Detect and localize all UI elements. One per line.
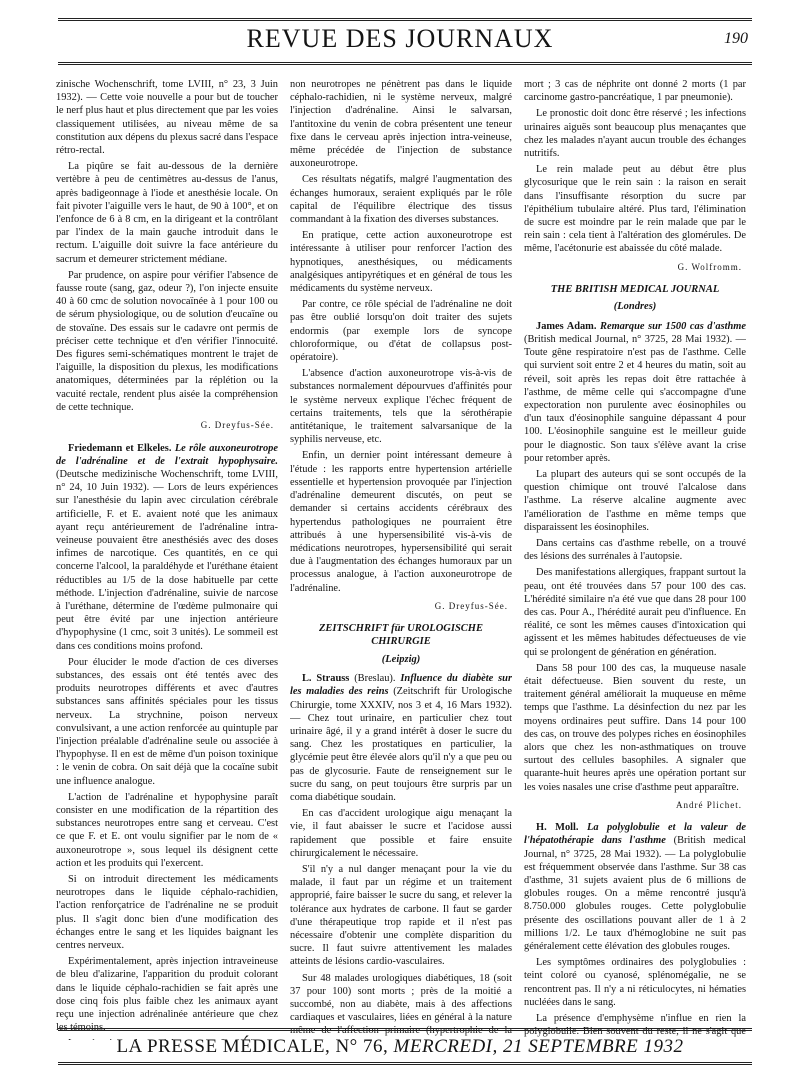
- paragraph: Par contre, ce rôle spécial de l'adrénaline ne doit pas être oublié lorsqu'on doit traiter des sujets endormis (par exemple lors de syncope chloroformique, ou d'état de collapsus post-opératoire).: [290, 299, 512, 364]
- article-abstract: [524, 821, 746, 953]
- paragraph: Si on introduit directement les médicaments neurotropes dans le liquide céphalo-rachidien, l'action renforçatrice de l'adrénaline ne se produit plus. Il s'agit donc bien d'une modification des échanges entre le sang et les liquides baignant les centres nerveux.: [56, 874, 278, 952]
- paragraph: Dans 58 pour 100 des cas, la muqueuse nasale était défectueuse. Bien souvent du reste, un traitement général améliorait la muqueuse en même temps que l'asthme. La désinfection du nez par les moyens ordinaires peut suffire. Dans 14 pour 100 des cas, on trouve des polypes riches en éosinophiles alors que chez les non-asthmatiques on trouve surtout des cellules basophiles. A signaler que quarante-huit heures après une opération portant sur les voies nasales une crise d'asthme peut apparaître.: [524, 662, 746, 793]
- paragraph: zinische Wochenschrift, tome LVIII, n° 23, 3 Juin 1932). — Cette voie nouvelle a pour but de toucher le nerf plus haut et plus directement que par les voies classiquement utilisées, au niveau même de sa constitution aux dépens du plexus sacré dans l'espace rétro-rectal.: [56, 79, 278, 157]
- journal-heading: THE BRITISH MEDICAL JOURNAL: [550, 284, 720, 296]
- article-author-place: (Breslau).: [354, 673, 396, 685]
- paragraph: Sur 48 malades urologiques diabétiques, 18 (soit 37 pour 100) sont morts ; près de la moitié a succombé, non au diabète, mais à des affections cardiaques et vasculaires, liées en général à la nature même de l'affection primaire (hypertrophie de la: [290, 972, 512, 1037]
- footer-journal: LA PRESSE MÉDICALE, N° 76,: [116, 1036, 389, 1057]
- column-2: [290, 78, 512, 1040]
- article-author: James Adam.: [536, 320, 597, 332]
- header-top-rule: [58, 18, 752, 21]
- article-author: H. Moll.: [536, 822, 579, 834]
- paragraph: Pour élucider le mode d'action de ces diverses substances, des essais ont été tentés avec des produits neurotropes différents et avec d'autres substances sans affinités spéciales pour les tissus nerveux. La strychnine, poison nerveux convulsivant, a une action renforcée au quintuple par l'injection préalable d'adrénaline seule ou associée à l'hypophyse. Il en est de même d'un poison toxinique : le venin de cobra. On sait déjà que la cocaïne subit une influence analogue.: [56, 656, 278, 787]
- article-source: (British medical Journal, n° 3725, 28 Mai 1932). — La polyglobulie est fréquemment observée dans l'asthme. Sur 38 cas d'asthme, 31 sujets avaient plus de 6 millions de globules rouges. On a même rencontré jusqu'à 8.750.000 globules rouges. Cette polyglobulie présente des oscillations pouvant aller de 1 à 2 millions 1/2. Le taux d'hémoglobine ne suit pas généralement cette élévation des globules rouges.: [524, 835, 746, 953]
- column-1: [56, 78, 278, 1040]
- article-source: (Zeitschrift für Urologische Chirurgie, tome XXXIV, nos 3 et 4, 16 Mars 1932). — Chez tout urinaire, en particulier chez tout urinaire âgé, il y a grand intérêt à doser le sucre du sang. Chez les prostatiques en particulier, la glycémie peut être élevée alors qu'il n'y a que peu ou pas de glycosurie. Faute de renseignement sur le sucre du sang, on peut toujours être surpris par un coma diabétique soudain.: [290, 686, 512, 803]
- article-author: Friedemann et Elkeles.: [68, 442, 172, 454]
- paragraph: Enfin, un dernier point intéressant demeure à l'étude : les rapports entre hypertension artérielle essentielle et hypertension provoquée par l'injection d'adrénaline demeurent discutés, on peut se demander si certains accidents cérébraux des hypertendus pathologiques ne pourraient être attribués à une hypersensibilité vis-à-vis de médications neurotropes, hypersensibilité qui serait due à l'augmentation des échanges humoraux par un processus analogue, à l'action auxoneurotrope de l'adrénaline.: [290, 450, 512, 594]
- paragraph: La piqûre se fait au-dessous de la dernière vertèbre à peu de centimètres au-dessus de l'anus, après badigeonnage à l'iode et anesthésie locale. On fait pivoter l'aiguille vers le haut, de 90 à 100°, et on l'enfonce de 6 à 8 cm, en la dirigeant et la contrôlant par l'index de la main gauche introduit dans le rectum. L'aiguille doit suivre la face antérieure du sacrum et demeurer strictement médiane.: [56, 161, 278, 265]
- article-source: (Deutsche medizinische Wochenschrift, tome LVIII, n° 24, 10 Juin 1932). — Lors de leurs expériences sur l'anesthésie du lapin avec circulation cérébrale artificielle, F. et E. avaient noté que les animaux ayant reçu antérieurement de l'adrénaline intra-veineuse pouvaient être anesthésiés avec des doses infimes de narcotique. Ces quantités, en ce qui concerne l'alcool, la paraldéhyde et l'uréthane étaient réductibles au 1/5 de la dose habituelle par cette méthode. L'injection d'adrénaline, suivie de narcose à l'uréthane, détermine de l'œdème pulmonaire qui peut être évité par une injection antérieure d'hypophysine (1 cmc, soit 3 unités). Le sommeil est dans ces conditions moins profond.: [56, 468, 278, 652]
- paragraph: Expérimentalement, après injection intraveineuse de bleu d'alizarine, l'apparition du produit colorant dans le liquide céphalo-rachidien se fait après une dose cinq fois plus faible chez les animaux ayant reçu une injection adrénalinée antérieure que chez les témoins.: [56, 956, 278, 1034]
- paragraph: La plupart des auteurs qui se sont occupés de la question chimique ont trouvé l'alcalose dans l'asthme. La réserve alcaline augmente avec l'amélioration de l'asthme en même temps que disparaissent les éosinophiles.: [524, 468, 746, 533]
- author-signature: G. Wolfromm.: [677, 261, 742, 272]
- article-author: L. Strauss: [302, 673, 350, 685]
- article-title: Influence du diabète sur les maladies des reins: [290, 673, 512, 698]
- article-abstract: [56, 442, 278, 653]
- author-signature: G. Dreyfus-Sée.: [200, 420, 274, 431]
- paragraph: S'il n'y a nul danger menaçant pour la vie du malade, il faut par un régime et un traitement approprié, faire baisser le sucre du sang, et relever la tolérance aux hydrates de carbone. Il faut se garder d'une thérapeutique trop rapide et il n'est pas nécessaire d'obtenir une complète disparition du sucre. Il faut suivre attentivement les malades atteints de lésions cardio-vasculaires.: [290, 863, 512, 968]
- page-footer: [0, 1036, 800, 1058]
- paragraph: L'action de l'adrénaline et hypophysine paraît consister en une modification de la répartition des substances neurotropes entre sang et cerveau. C'est ce que F. et E. ont voulu signifier par le nom de « auxoneurotrope », sous lequel ils désignent cette action et les produits qui l'exercent.: [56, 791, 278, 869]
- paragraph: En pratique, cette action auxoneurotrope est intéressante à utiliser pour renforcer l'action des hypnotiques, anesthésiques, ou médicaments analgésiques antipyrétiques et en général de tous les médicaments du système nerveux.: [290, 230, 512, 295]
- paragraph: La présence d'emphysème n'influe en rien la polyglobulie. Bien souvent du reste, il ne s'agit que: [524, 1013, 746, 1038]
- paragraph: Des manifestations allergiques, frappant surtout la peau, ont été trouvées dans 57 pour 100 des cas. L'hérédité similaire n'a été vue que dans 28 pour 100 des cas. Pour A., l'hérédité aurait peu d'influence. En réalité, ce sont les mêmes causes d'intoxication qui agissent et les mêmes habitudes défectueuses de vie qui se prolongent de génération en génération.: [524, 567, 746, 658]
- article-source: (British medical Journal, n° 3725, 28 Mai 1932). — Toute gêne respiratoire n'est pas de l'asthme. Celle qui survient soit entre 2 et 4 heures du matin, soit au réveil, soit après les repas doit être rattachée à l'asthme, de même celle qui s'accompagne d'une expectoration non purulente avec éosinophiles ou d'un taux d'éosinophile sanguine dépassant 4 pour 100. L'éosinophile sanguine est le meilleur guide pour le diagnostic. Son taux s'élève avant la crise pour retomber après.: [524, 333, 746, 464]
- footer-rule: [58, 1028, 752, 1031]
- footer-date: MERCREDI, 21 SEPTEMBRE 1932: [393, 1036, 684, 1057]
- paragraph: Dans certains cas d'asthme rebelle, on a trouvé des lésions des surrénales à l'autopsie.: [524, 537, 746, 563]
- page-header-title: REVUE DES JOURNAUX: [246, 24, 554, 53]
- article-title: Remarque sur 1500 cas d'asthme: [600, 320, 746, 332]
- author-signature: André Plichet.: [676, 799, 742, 810]
- paragraph: Le rein malade peut au début être plus glycosurique que le rein sain : la raison en serait dans l'insuffisante résorption du sucre par l'épithélium tubulaire altéré. Plus tard, l'élimination de sucre est moindre par le rein malade que par le rein sain : cela tient à l'altération des glomérules. De même, l'acétonurie est abaissée du côté malade.: [524, 164, 746, 255]
- paragraph: Ces résultats négatifs, malgré l'augmentation des échanges humoraux, seraient expliqués par le rôle capital de l'équilibre électrique des tissus commandant à la fixation des diverses substances.: [290, 174, 512, 226]
- journal-city: (Leipzig): [381, 653, 421, 665]
- paragraph: Les symptômes ordinaires des polyglobulies : teint coloré ou cyanosé, splénomégalie, ne se rencontrent pas. Il n'y a ni réticulocytes, ni hématies nucléées dans le sang.: [524, 957, 746, 1008]
- article-abstract: [524, 320, 746, 465]
- paragraph: mort ; 3 cas de néphrite ont donné 2 morts (1 par carcinome gastro-pancréatique, 1 par pneumonie).: [524, 79, 746, 104]
- author-signature: G. Dreyfus-Sée.: [434, 600, 508, 611]
- page-number: 190: [724, 30, 748, 47]
- article-abstract: [290, 672, 512, 804]
- paragraph: non neurotropes ne pénètrent pas dans le liquide céphalo-rachidien, ni le système nerveux, malgré l'injection d'adrénaline. Ainsi le salvarsan, l'antitoxine du venin de cobra présentent une teneur fixe dans le cerveau après injection intra-veineuse, même précédée de l'injection de substance auxoneurotrope.: [290, 79, 512, 170]
- column-3: [524, 78, 746, 1040]
- paragraph: L'absence d'action auxoneurotrope vis-à-vis de substances normalement dépourvues d'affinités pour le système nerveux explique l'échec fréquent de certains traitements, tels que la sérothérapie antitétanique, le traitement salvarsanique de la syphilis nerveuse, etc.: [290, 368, 512, 446]
- article-title: Le rôle auxoneurotrope de l'adrénaline et de l'extrait hypophysaire.: [56, 442, 278, 467]
- footer-bottom-rule: [58, 1062, 752, 1065]
- paragraph: Le pronostic doit donc être réservé ; les infections urinaires aiguës sont beaucoup plus menaçantes que chez les malades n'ayant aucun trouble des échanges nutritifs.: [524, 108, 746, 160]
- paragraph: Par prudence, on aspire pour vérifier l'absence de fausse route (sang, gaz, odeur ?), l'on injecte ensuite 40 à 60 cmc de solution novocaïnée à 1 pour 100 ou de sérum physiologique, ou de solution d'eucaïne ou de stovaïne. Des essais sur le cadavre ont permis de préciser cette technique et d'en vérifier l'innocuité. Des figures semi-schématiques montrent le trajet de l'aiguille, la disposition du plexus, les modifications anatomiques, déterminées par la réplétion ou la vacuité rectale, rendent plus aisée la compréhension de cette technique.: [56, 269, 278, 413]
- journal-city: (Londres): [613, 301, 657, 313]
- journal-heading: ZEITSCHRIFT für UROLOGISCHE CHIRURGIE: [319, 623, 483, 648]
- paragraph: En cas d'accident urologique aigu menaçant la vie, il faut abaisser le sucre et l'acidose aussi rapidement que possible et faire ensuite chirurgicalement le nécessaire.: [290, 808, 512, 859]
- article-title: La polyglobulie et la valeur de l'hépatothérapie dans l'asthme: [524, 822, 746, 847]
- header-bottom-rule: [58, 62, 752, 65]
